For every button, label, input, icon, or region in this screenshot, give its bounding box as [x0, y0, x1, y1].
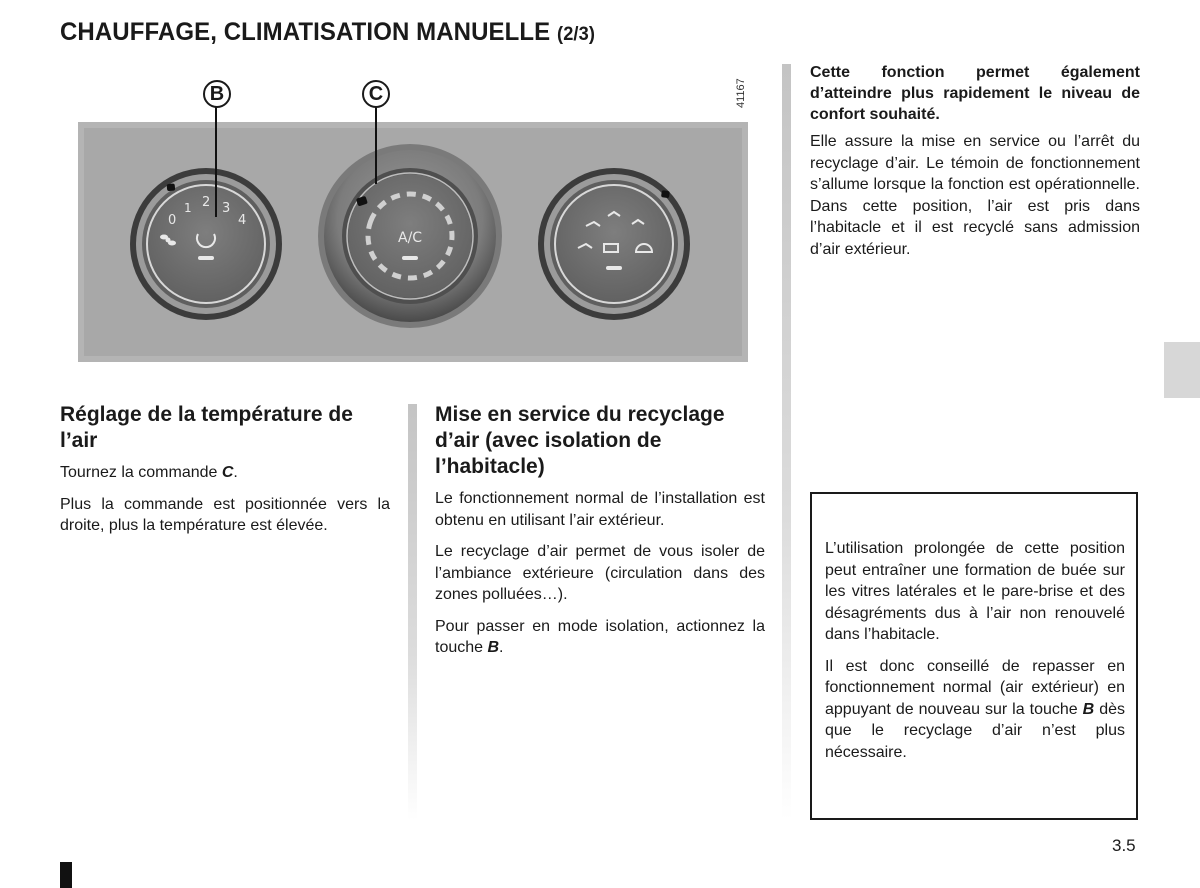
note-paragraph: L’utilisation prolongée de cette position peut entraîner une formation de buée sur les vitres latérales et le pare-brise et des désagréments dus à l’air non renouvelé dans l’habitacle.: [825, 540, 1125, 643]
column-divider-middle: [408, 404, 417, 820]
bold-intro: Cette fonction permet également d’atteindre plus rapidement le niveau de confort souhaité.: [810, 64, 1140, 123]
dial-mark-1: 1: [184, 201, 192, 215]
paragraph: Le recyclage d’air permet de vous isoler de l’ambiance extérieure (circulation dans des zones polluées…).: [435, 543, 765, 603]
section-recirculation-continued: [810, 62, 1140, 270]
callout-b: B: [203, 80, 231, 108]
page-fraction: (2/3): [557, 24, 596, 45]
paragraph: Elle assure la mise en service ou l’arrêt du recyclage d’air. Le témoin de fonctionnement s’allume lorsque la fonction est opérationnelle. Dans cette position, l’air est pris dans l’habitacle et il est recyclé sans admission d’air extérieur.: [810, 133, 1140, 258]
ac-label: A/C: [398, 230, 423, 246]
note-paragraph: Il est donc conseillé de repasser en fonctionnement normal (air extérieur) en appuyant de nouveau sur la touche B dès que le recyclage d’air n’est plus nécessaire.: [825, 657, 1125, 761]
section-temperature-title: Réglage de la température de l’air: [60, 403, 353, 452]
indicator-led: [198, 256, 214, 260]
dial-mark-4: 4: [238, 213, 247, 228]
section-recirculation-title: Mise en service du recyclage d’air (avec isolation de l’habitacle): [435, 403, 725, 478]
dial-mark-2: 2: [202, 195, 211, 210]
control-panel-figure: [60, 62, 780, 372]
ac-indicator-led: [402, 256, 418, 260]
paragraph: Le fonctionnement normal de l’installation est obtenu en utilisant l’air extérieur.: [435, 490, 765, 529]
callout-c: C: [362, 80, 390, 108]
dial-mark-3: 3: [222, 201, 231, 216]
page-title-text: CHAUFFAGE, CLIMATISATION MANUELLE: [60, 18, 551, 46]
temperature-fan-dial-left: [130, 168, 282, 320]
control-key-b: B: [1082, 700, 1095, 718]
page-title: [60, 18, 595, 47]
page-edge-marker: [60, 862, 72, 888]
figure-ref-number: 41167: [735, 78, 747, 108]
paragraph: Plus la commande est positionnée vers la droite, plus la température est élevée.: [60, 495, 390, 534]
warning-note-box: [810, 492, 1138, 820]
section-recirculation: [435, 402, 765, 669]
dial-mark-0: 0: [168, 213, 177, 228]
section-temperature: [60, 402, 390, 547]
air-distribution-dial-right: [538, 168, 690, 320]
control-key-b: B: [487, 639, 500, 656]
page-number: 3.5: [1112, 836, 1136, 855]
paragraph: Pour passer en mode isolation, actionnez la touche B.: [435, 617, 765, 656]
column-divider-right: [782, 64, 791, 820]
chapter-tab: [1164, 342, 1200, 398]
indicator-led: [606, 266, 622, 270]
paragraph: Tournez la commande C.: [60, 464, 238, 481]
temperature-dial-center: [318, 144, 502, 328]
control-key-c: C: [221, 464, 234, 481]
